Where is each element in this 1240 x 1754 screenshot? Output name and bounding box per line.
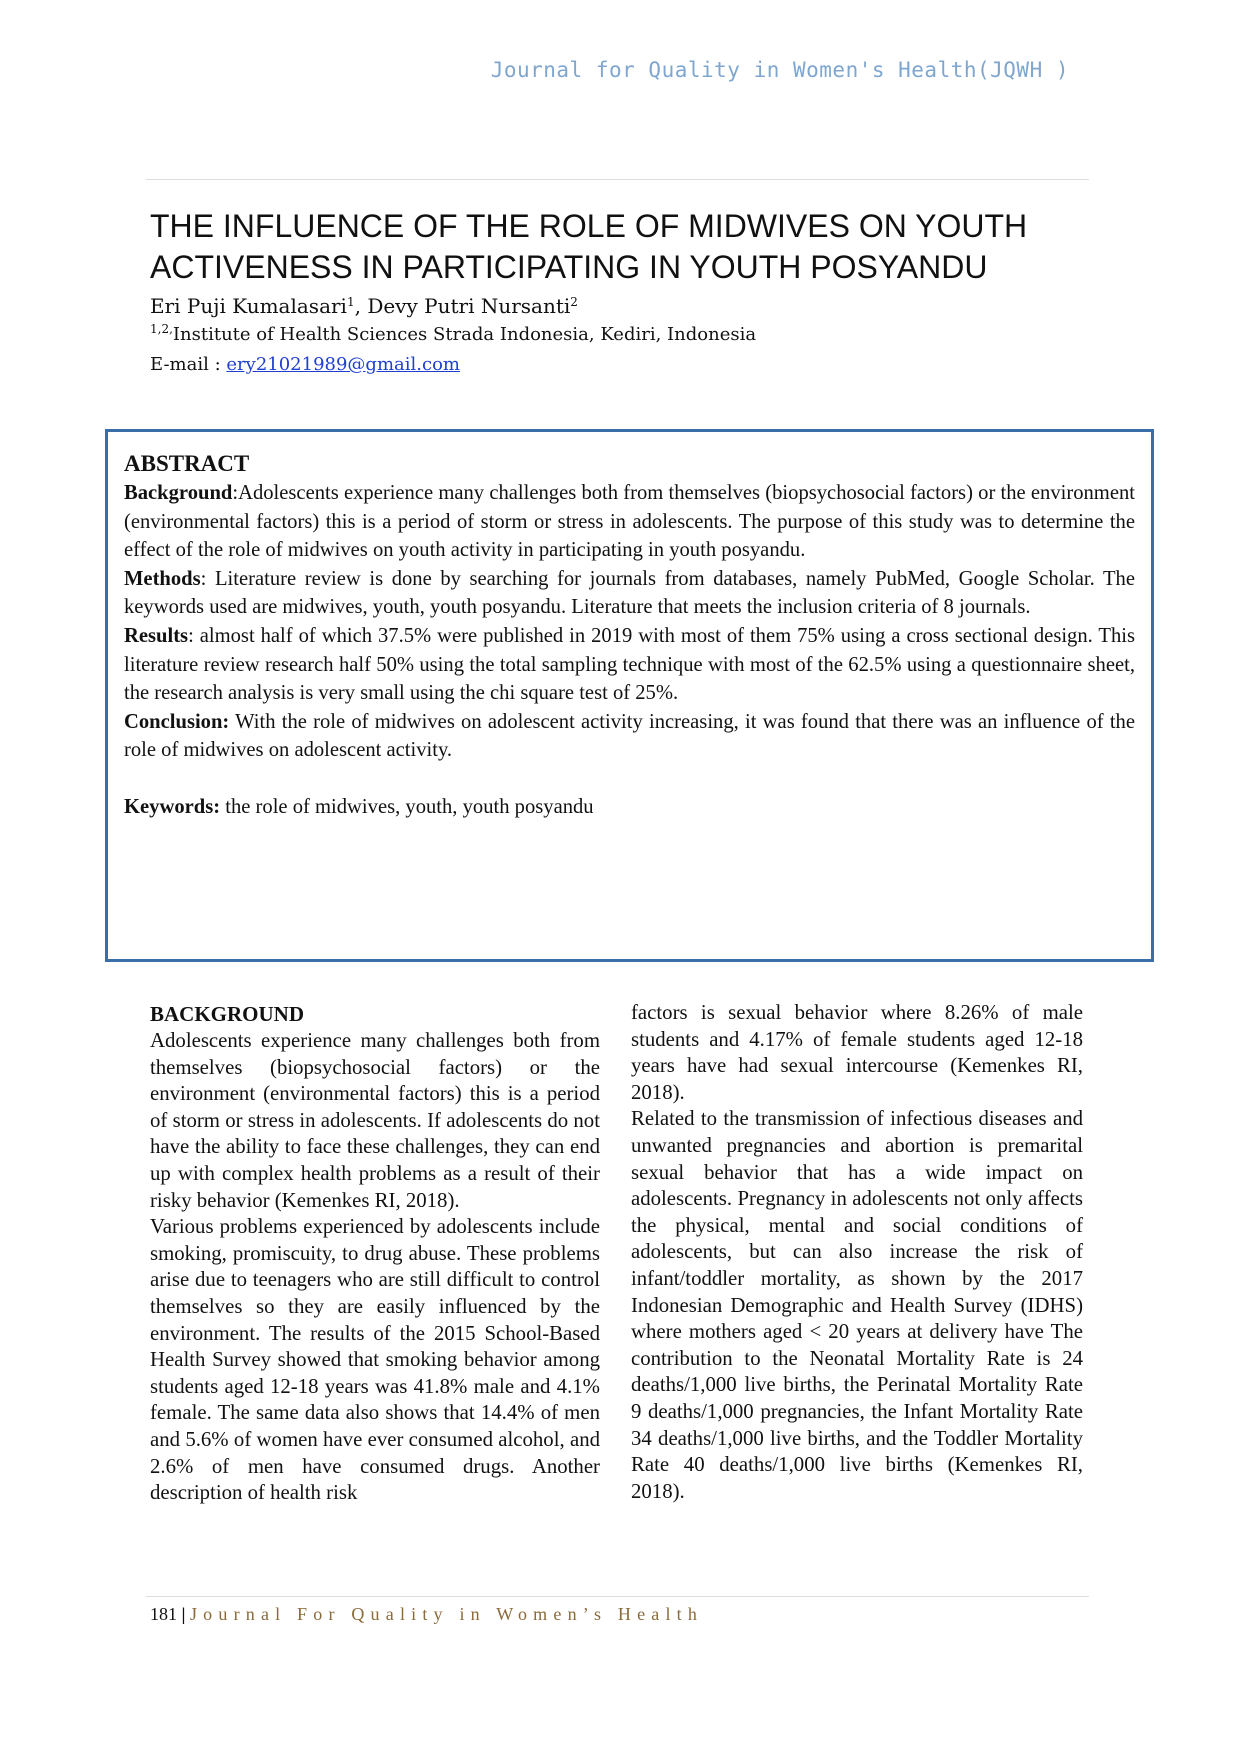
author-name: Eri Puji Kumalasari: [150, 294, 347, 318]
email-label: E-mail :: [150, 354, 227, 375]
abstract-results-label: Results: [124, 624, 189, 647]
author-name: Devy Putri Nursanti: [367, 294, 571, 318]
body-paragraph: factors is sexual behavior where 8.26% of male students and 4.17% of female students aged 12-18 years have had sexual intercourse (Kemenkes RI, 2018).: [631, 1001, 1083, 1104]
abstract-methods-label: Methods: [124, 567, 201, 590]
page-footer: [150, 1602, 703, 1626]
abstract-background: [124, 479, 1135, 565]
footer-divider: [146, 1596, 1089, 1597]
abstract-results: [124, 622, 1135, 708]
abstract-conclusion: [124, 708, 1135, 765]
paper-title: [150, 206, 1080, 288]
abstract-results-text: : almost half of which 37.5% were published in 2019 with most of them 75% using a cross sectional design. This literature review research half 50% using the total sampling technique with most of the 62.5% using a questionnaire sheet, the research analysis is very small using the chi square test of 25%.: [124, 624, 1135, 705]
abstract-background-label: Background: [124, 482, 233, 504]
section-heading-background: BACKGROUND: [150, 1002, 305, 1026]
abstract-box: [105, 429, 1154, 962]
author-separator: ,: [354, 294, 368, 318]
paper-title-line-2: ACTIVENESS IN PARTICIPATING IN YOUTH POSYANDU: [150, 249, 988, 285]
author-affiliation-mark: 2: [570, 295, 578, 309]
abstract-background-text: :Adolescents experience many challenges both from themselves (biopsychosocial factors) or the environment (environmental factors) this is a period of storm or stress in adolescents. The purpose of this study was to determine the effect of the role of midwives on youth activity in participating in youth posyandu.: [124, 482, 1135, 562]
body-paragraph: Various problems experienced by adolescents include smoking, promiscuity, to drug abuse. These problems arise due to teenagers who are still difficult to control themselves so they are easily influenced by the environment. The results of the 2015 School-Based Health Survey showed that smoking behavior among students aged 12-18 years was 41.8% male and 4.1% female. The same data also shows that 14.4% of men and 5.6% of women have ever consumed alcohol, and 2.6% of men have consumed drugs. Another description of health risk: [150, 1215, 600, 1505]
affiliation: [150, 320, 1080, 350]
email-link[interactable]: ery21021989@gmail.com: [226, 354, 460, 375]
abstract-keywords: [124, 793, 1135, 822]
abstract-methods: [124, 565, 1135, 622]
running-header: Journal for Quality in Women's Health(JQWH ): [490, 58, 1069, 82]
email-line: [150, 350, 1080, 380]
body-column-right: [631, 1000, 1083, 1505]
keywords-text: the role of midwives, youth, youth posyandu: [220, 795, 594, 818]
footer-journal-name: Journal For Quality in Women’s Health: [189, 1604, 704, 1624]
author-list: [150, 292, 1080, 320]
paper-title-line-1: THE INFLUENCE OF THE ROLE OF MIDWIVES ON YOUTH: [150, 208, 1028, 244]
footer-separator: |: [177, 1604, 190, 1624]
abstract-conclusion-text: With the role of midwives on adolescent activity increasing, it was found that there was an influence of the role of midwives on adolescent activity.: [124, 710, 1135, 762]
abstract-heading: ABSTRACT: [124, 451, 250, 476]
affiliation-mark: 1,2,: [150, 322, 173, 336]
page-number: 181: [150, 1604, 177, 1624]
body-paragraph: Adolescents experience many challenges both from themselves (biopsychosocial factors) or the environment (environmental factors) this is a period of storm or stress in adolescents. If adolescents do not have the ability to face these challenges, they can end up with complex health problems as a result of their risky behavior (Kemenkes RI, 2018).: [150, 1029, 600, 1212]
abstract-conclusion-label: Conclusion:: [124, 710, 230, 733]
body-paragraph: Related to the transmission of infectious diseases and unwanted pregnancies and abortion is premarital sexual behavior that has a wide impact on adolescents. Pregnancy in adolescents not only affects the physical, mental and social conditions of adolescents, but can also increase the risk of infant/toddler mortality, as shown by the 2017 Indonesian Demographic and Health Survey (IDHS) where mothers aged < 20 years at delivery have The contribution to the Neonatal Mortality Rate is 24 deaths/1,000 live births, the Perinatal Mortality Rate 9 deaths/1,000 pregnancies, the Infant Mortality Rate 34 deaths/1,000 live births, and the Toddler Mortality Rate 40 deaths/1,000 live births (Kemenkes RI, 2018).: [631, 1107, 1083, 1503]
body-column-left: [150, 1000, 600, 1507]
author-affiliation-mark: 1: [346, 295, 355, 309]
abstract-methods-text: : Literature review is done by searching for journals from databases, namely PubMed, Google Scholar. The keywords used are midwives, youth, youth posyandu. Literature that meets the inclusion criteria of 8 journals.: [124, 567, 1135, 619]
header-divider: [146, 179, 1089, 180]
keywords-label: Keywords:: [124, 795, 221, 818]
title-block: [150, 206, 1080, 380]
affiliation-text: Institute of Health Sciences Strada Indonesia, Kediri, Indonesia: [172, 324, 757, 345]
